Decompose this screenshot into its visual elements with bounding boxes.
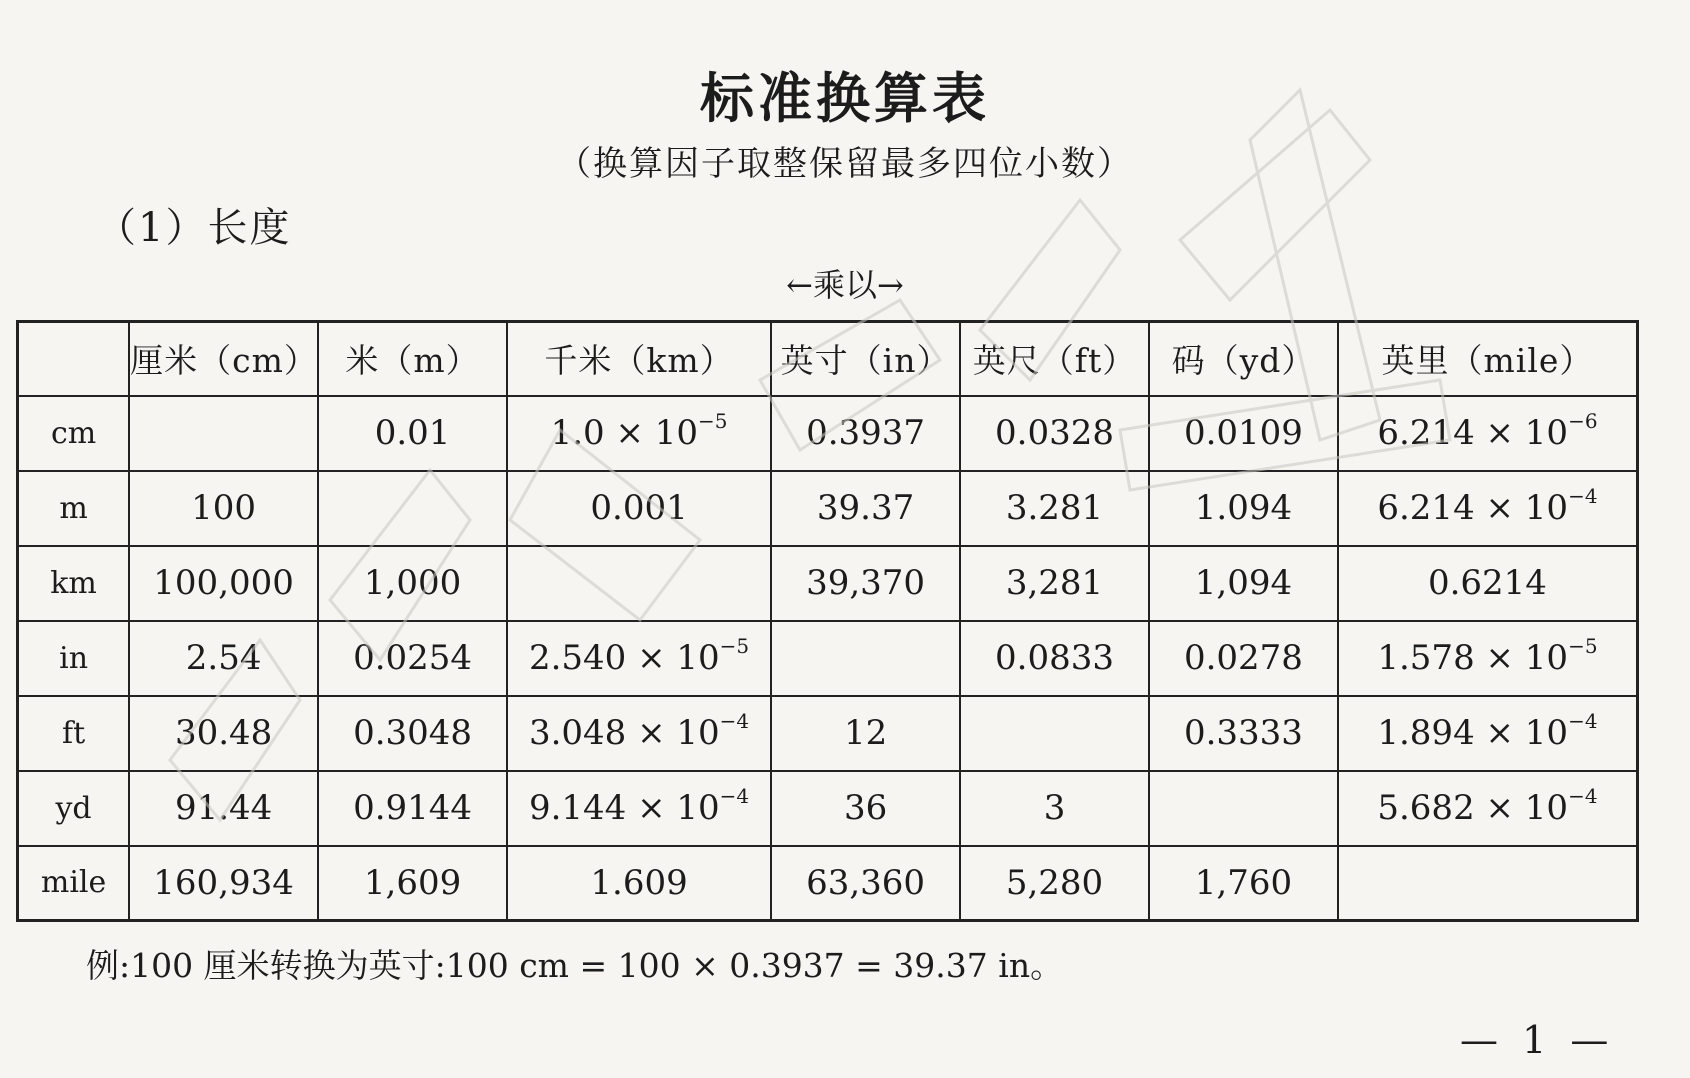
cell-exponent: −5 [698, 409, 728, 433]
table-cell [960, 771, 1149, 846]
row-unit-label: ft [18, 696, 130, 771]
table-cell [129, 621, 318, 696]
cell-value: 0.0278 [1183, 638, 1303, 678]
cell-value: 3.281 [1005, 488, 1104, 528]
row-unit-label: yd [18, 771, 130, 846]
cell-exponent: −5 [1568, 634, 1598, 658]
table-cell [1338, 396, 1638, 471]
row-unit-label: cm [18, 396, 130, 471]
cell-value: 1.0 × 10 [550, 413, 699, 453]
table-cell [129, 846, 318, 921]
multiplier-label: ←乘以→ [786, 266, 904, 304]
column-header: 厘米（cm） [129, 322, 318, 396]
length-conversion-table [16, 320, 1639, 922]
table-cell [960, 396, 1149, 471]
table-cell [1149, 846, 1338, 921]
column-header: 千米（km） [507, 322, 771, 396]
table-corner-cell [18, 322, 130, 396]
cell-value: 1,000 [363, 563, 462, 603]
cell-value: 1.094 [1194, 488, 1293, 528]
table-row [18, 771, 1638, 846]
column-header: 英寸（in） [771, 322, 960, 396]
table-cell [318, 396, 507, 471]
table-body [18, 396, 1638, 921]
table-cell [1149, 621, 1338, 696]
table-cell [1149, 471, 1338, 546]
table-cell [771, 771, 960, 846]
cell-exponent: −5 [719, 634, 750, 658]
table-row [18, 546, 1638, 621]
cell-exponent: −4 [1568, 709, 1598, 733]
table-cell [960, 546, 1149, 621]
table-cell [129, 696, 318, 771]
cell-value: 0.3937 [806, 413, 926, 453]
table-cell [507, 846, 771, 921]
cell-value: 160,934 [153, 862, 294, 903]
cell-value: 0.0109 [1183, 413, 1303, 453]
section-heading: （1）长度 [96, 205, 292, 251]
table-cell [960, 471, 1149, 546]
cell-value: 100 [191, 488, 257, 528]
table-cell [318, 771, 507, 846]
column-header: 米（m） [318, 322, 507, 396]
table-cell [1149, 696, 1338, 771]
table-cell [1338, 771, 1638, 846]
table-cell [1338, 696, 1638, 771]
cell-exponent: −4 [719, 709, 750, 733]
table-cell [771, 696, 960, 771]
cell-value: 100,000 [153, 563, 294, 603]
table-cell [960, 696, 1149, 771]
cell-value: 3 [1043, 788, 1066, 828]
table-cell [1149, 771, 1338, 846]
table-cell [507, 396, 771, 471]
table-cell [129, 546, 318, 621]
table-cell [1338, 471, 1638, 546]
table-cell [1338, 546, 1638, 621]
table-cell [507, 471, 771, 546]
cell-value: 39.37 [816, 488, 915, 528]
cell-value: 0.3333 [1183, 713, 1303, 753]
table-row [18, 621, 1638, 696]
table-cell [318, 846, 507, 921]
cell-value: 63,360 [806, 862, 926, 903]
cell-value: 3,281 [1005, 563, 1104, 603]
cell-value: 1.578 × 10 [1377, 638, 1569, 678]
cell-value: 39,370 [806, 563, 926, 603]
cell-value: 36 [843, 788, 888, 828]
page-title: 标准换算表 [700, 67, 990, 130]
cell-value: 0.0328 [995, 413, 1114, 453]
table-cell [1149, 396, 1338, 471]
page-number: — 1 — [1460, 1018, 1615, 1062]
table-cell [1149, 546, 1338, 621]
table-cell [1338, 621, 1638, 696]
cell-value: 0.01 [374, 413, 451, 453]
table-cell [318, 621, 507, 696]
example-note: 例:100 厘米转换为英寸:100 cm = 100 × 0.3937 = 39.37 in。 [86, 946, 1064, 985]
table-cell [771, 846, 960, 921]
cell-value: 1,094 [1194, 563, 1293, 603]
cell-exponent: −4 [719, 784, 750, 808]
cell-value: 5,280 [1005, 862, 1104, 903]
column-header: 英尺（ft） [960, 322, 1149, 396]
column-header: 英里（mile） [1338, 322, 1638, 396]
table-cell [771, 396, 960, 471]
column-header: 码（yd） [1149, 322, 1338, 396]
cell-value: 1.609 [590, 862, 688, 903]
table-cell [129, 771, 318, 846]
cell-exponent: −4 [1568, 784, 1598, 808]
table-cell [960, 621, 1149, 696]
table-cell [129, 471, 318, 546]
table-row [18, 696, 1638, 771]
cell-value: 3.048 × 10 [528, 713, 720, 753]
table-cell [771, 471, 960, 546]
row-unit-label: mile [18, 846, 130, 921]
cell-exponent: −6 [1568, 409, 1598, 433]
table-cell [960, 846, 1149, 921]
table-cell [129, 396, 318, 471]
cell-value: 6.214 × 10 [1377, 488, 1569, 528]
cell-value: 0.0833 [995, 638, 1114, 678]
cell-value: 1,609 [363, 862, 462, 903]
cell-value: 0.3048 [353, 713, 473, 753]
cell-exponent: −4 [1568, 484, 1598, 508]
table-cell [507, 621, 771, 696]
cell-value: 2.540 × 10 [528, 638, 720, 678]
cell-value: 0.001 [590, 488, 688, 528]
table-row [18, 471, 1638, 546]
cell-value: 2.54 [185, 638, 262, 678]
table-cell [507, 771, 771, 846]
row-unit-label: in [18, 621, 130, 696]
table-cell [318, 471, 507, 546]
cell-value: 0.0254 [353, 638, 473, 678]
table-cell [507, 696, 771, 771]
row-unit-label: km [18, 546, 130, 621]
table-cell [507, 546, 771, 621]
table-cell [318, 696, 507, 771]
cell-value: 6.214 × 10 [1377, 413, 1569, 453]
table-cell [318, 546, 507, 621]
cell-value: 1.894 × 10 [1377, 713, 1569, 753]
table-row [18, 846, 1638, 921]
cell-value: 12 [843, 713, 888, 753]
table-row [18, 396, 1638, 471]
cell-value: 1,760 [1194, 862, 1293, 903]
table-cell [1338, 846, 1638, 921]
page-subtitle: （换算因子取整保留最多四位小数） [557, 144, 1133, 184]
cell-value: 30.48 [174, 713, 273, 753]
cell-value: 0.6214 [1427, 563, 1547, 603]
row-unit-label: m [18, 471, 130, 546]
table-cell [771, 621, 960, 696]
cell-value: 91.44 [174, 788, 273, 828]
cell-value: 0.9144 [353, 788, 473, 828]
table-cell [771, 546, 960, 621]
cell-value: 9.144 × 10 [528, 788, 720, 828]
cell-value: 5.682 × 10 [1377, 788, 1569, 828]
table-header-row [18, 322, 1638, 396]
